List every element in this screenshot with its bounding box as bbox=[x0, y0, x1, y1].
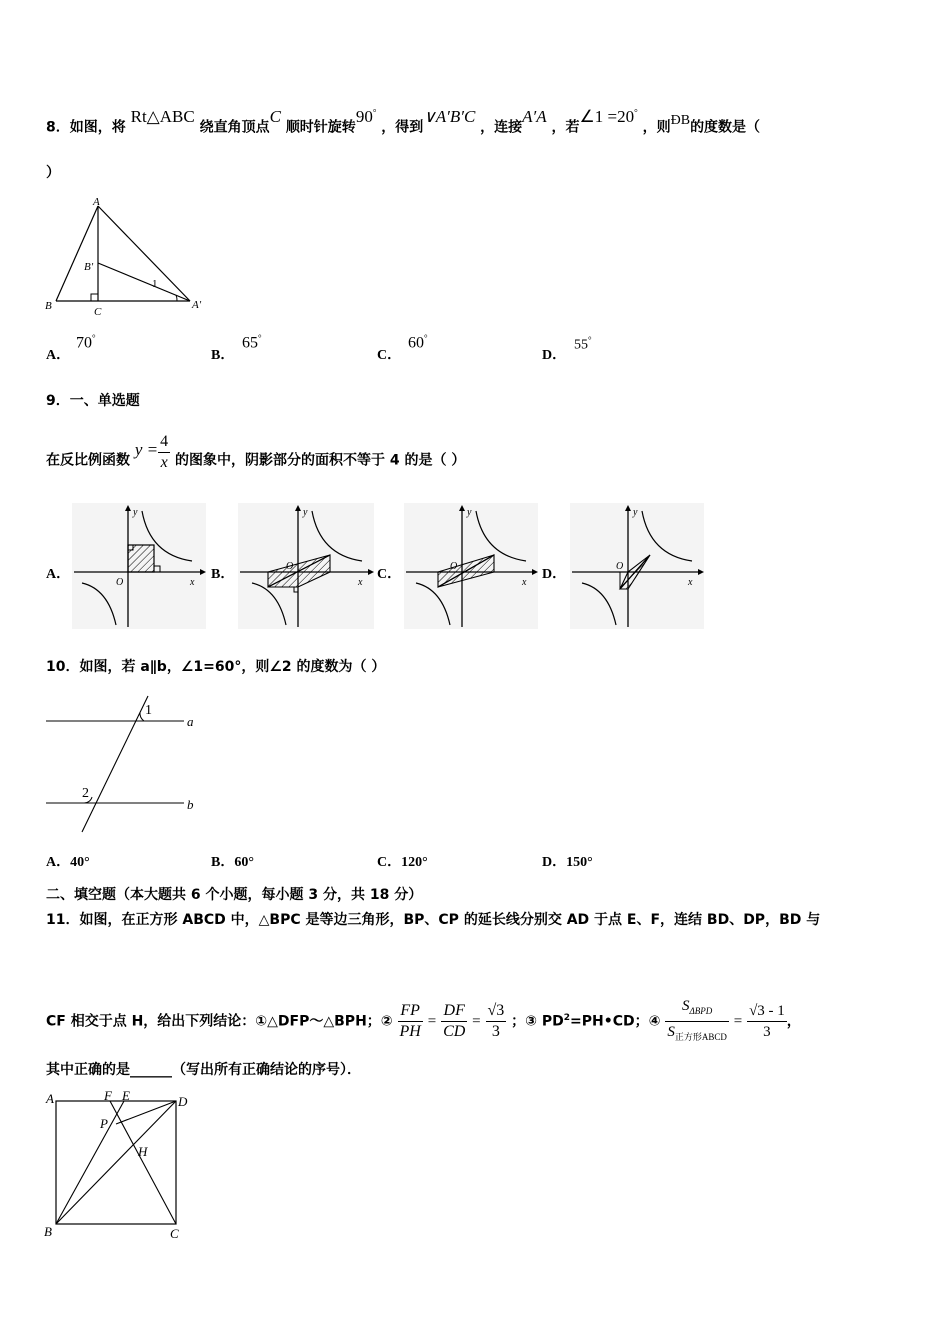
q10-label-a: a bbox=[187, 714, 194, 729]
q8-math-rt-abc: Rt△ABC bbox=[130, 106, 195, 126]
q9-graph-c[interactable] bbox=[404, 503, 538, 629]
q11-line2: CF 相交于点 H，给出下列结论：①△DFP～△BPH；② $\frac{FP}{PH}$ = $\frac{DF}{CD}$ = $\frac{√3}{3}$ ；③ $PD^2=PH•CD$；④ $\frac{S_{\Delta BPD}}{S_{正方形ABCD}}$ = $\frac{√3 - 1}{3}$ ， bbox=[46, 998, 801, 1042]
svg-text:x: x bbox=[190, 577, 195, 588]
q8-label-angle1: 1 bbox=[152, 278, 158, 290]
q9-graph-d[interactable] bbox=[570, 503, 704, 629]
q10-option-d[interactable]: D．150° bbox=[542, 855, 593, 870]
q9-graph-b[interactable] bbox=[238, 503, 374, 629]
q9-graph-a[interactable] bbox=[72, 503, 206, 629]
svg-text:y: y bbox=[633, 507, 638, 518]
q10-option-a[interactable]: A．40° bbox=[46, 855, 90, 870]
q9-function-fraction: $\frac{4}{x}$ bbox=[160, 433, 169, 471]
q8-stem-close: ） bbox=[46, 165, 60, 181]
svg-text:x: x bbox=[688, 577, 693, 588]
svg-text:x: x bbox=[358, 577, 363, 588]
svg-text:O: O bbox=[616, 561, 624, 572]
section2-heading: 二、填空题（本大题共 6 个小题，每小题 3 分，共 18 分） bbox=[46, 887, 423, 903]
q8-label-bprime: B′ bbox=[84, 261, 94, 273]
q10-option-b[interactable]: B．60° bbox=[211, 855, 254, 870]
q9-stem: 在反比例函数 y = $\frac{4}{x}$ 的图象中，阴影部分的面积不等于 4 的是（ ） bbox=[46, 433, 466, 471]
svg-text:y: y bbox=[303, 507, 308, 518]
q8-label-a: A bbox=[93, 196, 100, 208]
q10-label-1: 1 bbox=[145, 703, 152, 718]
q11-label-e: E bbox=[122, 1090, 130, 1103]
q8-figure bbox=[42, 194, 212, 318]
q10-stem: 10．如图，若 a∥b，∠1=60°，则∠2 的度数为（ ） bbox=[46, 659, 386, 675]
q9-heading: 9．一、单选题 bbox=[46, 393, 140, 409]
q9-option-d-label[interactable]: D． bbox=[542, 567, 567, 582]
q11-label-f: F bbox=[104, 1090, 112, 1103]
svg-text:x: x bbox=[522, 577, 527, 588]
q11-label-a: A bbox=[46, 1091, 54, 1106]
q11-figure bbox=[42, 1090, 198, 1242]
svg-text:O: O bbox=[286, 561, 294, 572]
svg-text:y: y bbox=[133, 507, 138, 518]
q11-line3: 其中正确的是______（写出所有正确结论的序号）． bbox=[46, 1062, 361, 1078]
q8-label-b: B bbox=[45, 300, 52, 312]
q10-option-c[interactable]: C．120° bbox=[377, 855, 428, 870]
svg-text:O: O bbox=[450, 561, 458, 572]
q9-option-a-label[interactable]: A． bbox=[46, 567, 71, 582]
q11-label-h: H bbox=[138, 1144, 148, 1159]
svg-text:O: O bbox=[116, 577, 124, 588]
q9-option-c-label[interactable]: C． bbox=[377, 567, 402, 582]
q10-label-b: b bbox=[187, 797, 194, 812]
q9-option-b-label[interactable]: B． bbox=[211, 567, 235, 582]
q8-label-aprime: A′ bbox=[192, 299, 202, 311]
q10-label-2: 2 bbox=[82, 786, 89, 801]
q10-figure bbox=[44, 694, 202, 834]
q11-label-c: C bbox=[170, 1226, 179, 1241]
q8-stem: 8．如图，将 Rt△ABC 绕直角顶点C 顺时针旋转90° ，得到∨A′B′C ，连接A′A ，若∠1 =20° ，则ÐB的度数是（ bbox=[46, 106, 761, 136]
q11-label-p: P bbox=[100, 1116, 108, 1131]
q11-label-d: D bbox=[178, 1094, 188, 1109]
q11-label-b: B bbox=[44, 1224, 52, 1239]
svg-text:y: y bbox=[467, 507, 472, 518]
q11-line1: 11．如图，在正方形 ABCD 中，△BPC 是等边三角形，BP、CP 的延长线分别交 AD 于点 E、F，连结 BD、DP，BD 与 bbox=[46, 912, 821, 928]
q8-label-c: C bbox=[94, 306, 102, 318]
